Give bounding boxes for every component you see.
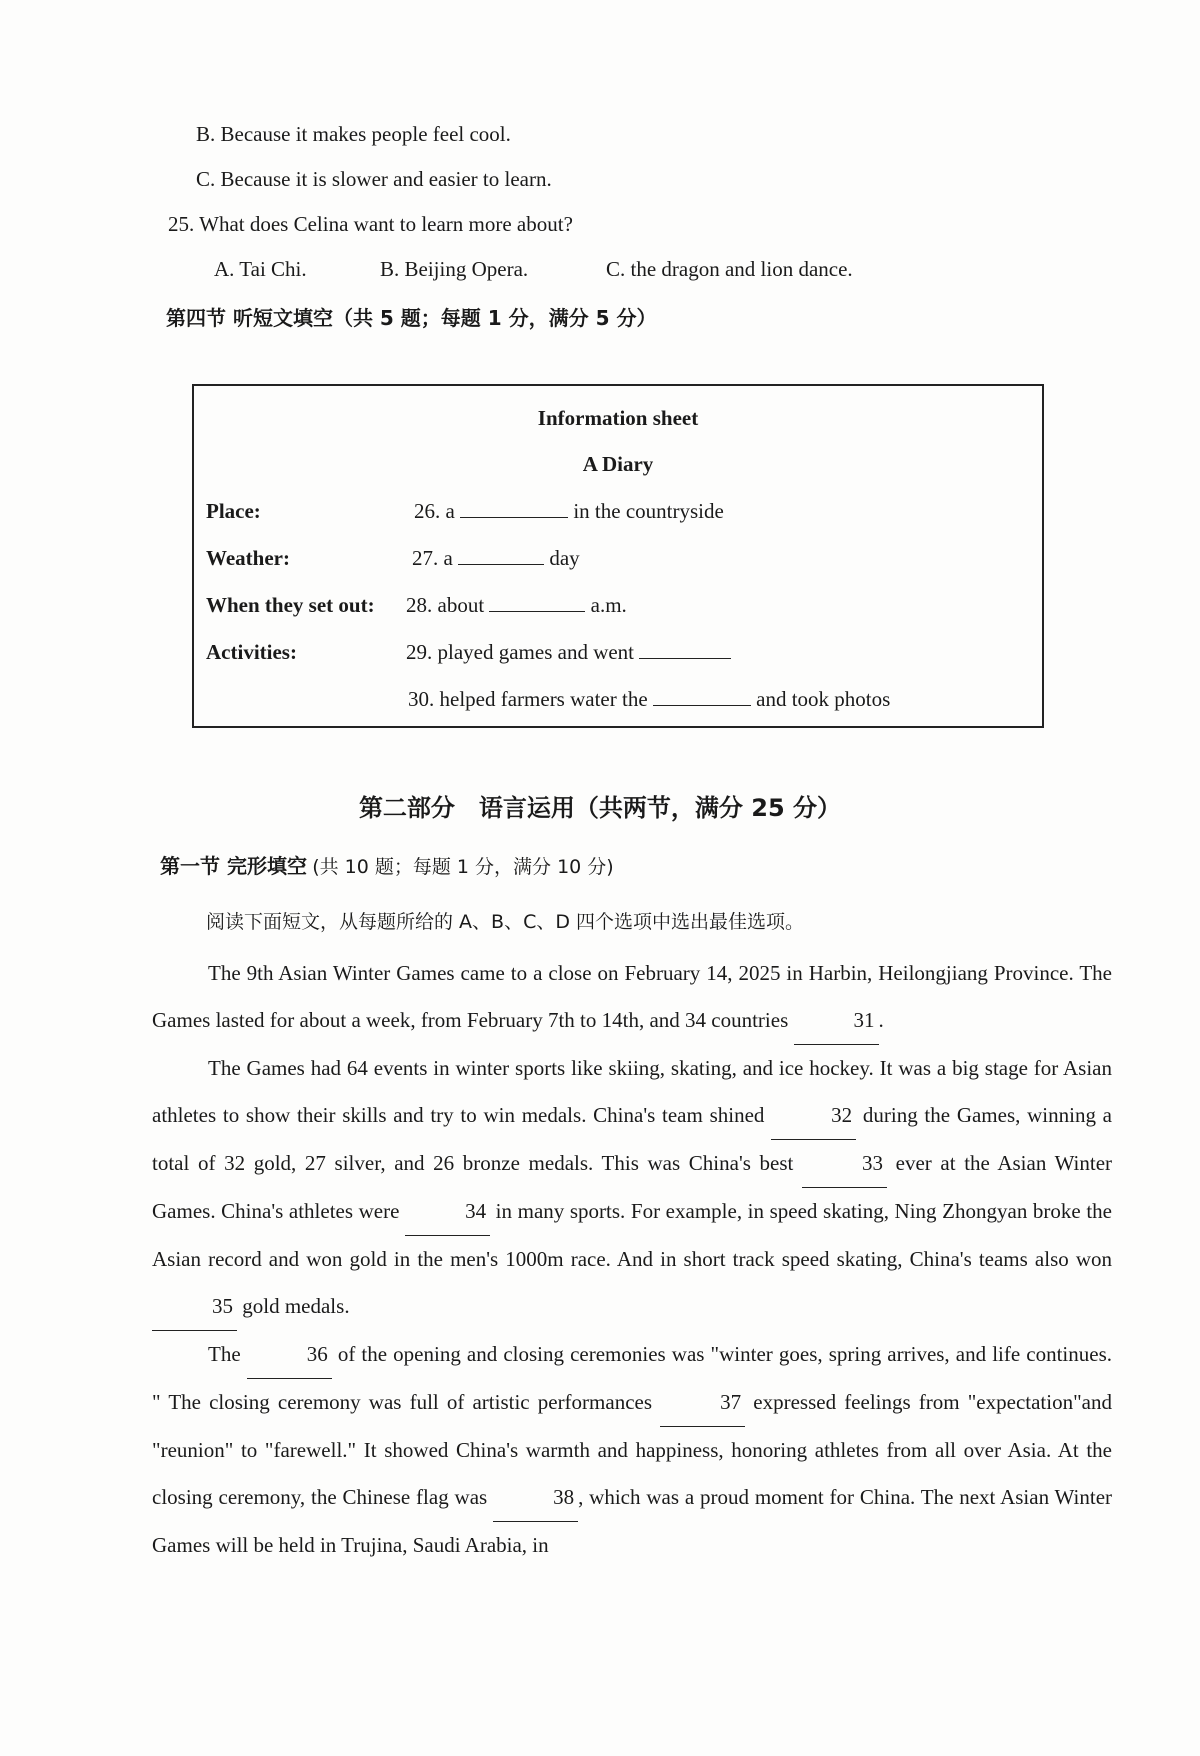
option-25-b: B. Beijing Opera. — [380, 257, 529, 281]
question-25: 25. What does Celina want to learn more about? — [168, 212, 573, 236]
row-label-activities: Activities: — [206, 640, 297, 664]
blank-38[interactable]: 38 — [493, 1474, 578, 1522]
instruction: 阅读下面短文，从每题所给的 A、B、C、D 四个选项中选出最佳选项。 — [206, 911, 805, 933]
section1-heading: 第一节 完形填空 — [160, 854, 307, 878]
blank-28[interactable] — [489, 610, 585, 612]
p3-text-c: expressed feelings from "expectation"and "reunion" to "farewell." It showed China's warmth and happiness, honoring athletes from all over Asia. At the closing ceremony, the Chinese flag was — [152, 1390, 1112, 1509]
section1-note: (共 10 题；每题 1 分，满分 10 分) — [312, 856, 614, 878]
blank-34[interactable]: 34 — [405, 1188, 490, 1236]
option-24-b: B. Because it makes people feel cool. — [196, 122, 511, 146]
row-26 — [414, 499, 724, 524]
p2-text-c: ever at the Asian Winter Games. China's athletes were — [152, 1151, 1113, 1223]
p1-text-b: . — [878, 1008, 884, 1032]
section4-heading: 第四节 听短文填空（共 5 题；每题 1 分，满分 5 分） — [166, 306, 657, 330]
p3-text-b: of the opening and closing ceremonies was "winter goes, spring arrives, and life continues. " The closing ceremony was full of artistic performances — [152, 1342, 1112, 1414]
blank-37[interactable]: 37 — [660, 1379, 745, 1427]
row-label-weather: Weather: — [206, 546, 290, 570]
p3-text-a: The — [208, 1342, 241, 1366]
info-sheet-title: Information sheet — [537, 406, 699, 430]
row-29 — [406, 640, 731, 665]
row-27 — [412, 546, 580, 571]
row-28 — [406, 593, 627, 618]
blank-31[interactable]: 31 — [794, 997, 879, 1045]
row-28-post: a.m. — [590, 593, 627, 617]
p2-text-d: in many sports. For example, in speed skating, Ning Zhongyan broke the Asian record and won gold in the men's 1000m race. And in short track speed skating, China's teams also won — [152, 1199, 1112, 1271]
row-label-place: Place: — [206, 499, 261, 523]
row-27-pre: 27. a — [412, 546, 453, 570]
p2-text-b: during the Games, winning a total of 32 gold, 27 silver, and 26 bronze medals. This was China's best — [152, 1103, 1113, 1175]
blank-29[interactable] — [639, 657, 731, 659]
row-29-pre: 29. played games and went — [406, 640, 635, 664]
row-28-pre: 28. about — [406, 593, 485, 617]
option-24-c: C. Because it is slower and easier to learn. — [196, 167, 552, 191]
part2-title: 第二部分 语言运用（共两节，满分 25 分） — [358, 794, 842, 822]
blank-26[interactable] — [460, 516, 568, 518]
option-25-c: C. the dragon and lion dance. — [606, 257, 853, 281]
row-label-set-out: When they set out: — [206, 593, 375, 617]
row-30-pre: 30. helped farmers water the — [408, 687, 648, 711]
blank-30[interactable] — [653, 704, 751, 706]
paragraph-1 — [152, 950, 1112, 1045]
row-30 — [408, 687, 890, 712]
info-sheet-subtitle: A Diary — [582, 452, 654, 476]
p2-text-a: The Games had 64 events in winter sports like skiing, skating, and ice hockey. It was a big stage for Asian athletes to show their skills and try to win medals. China's team shined — [152, 1056, 1112, 1127]
paragraph-3 — [152, 1331, 1112, 1569]
blank-33[interactable]: 33 — [802, 1140, 887, 1188]
row-26-post: in the countryside — [573, 499, 724, 523]
passage — [152, 950, 1112, 1569]
row-30-post: and took photos — [756, 687, 891, 711]
option-25-a: A. Tai Chi. — [214, 257, 307, 281]
section1-heading-line — [160, 850, 614, 879]
blank-35[interactable]: 35 — [152, 1283, 237, 1331]
paragraph-2 — [152, 1045, 1112, 1331]
blank-36[interactable]: 36 — [247, 1331, 332, 1379]
p1-text-a: The 9th Asian Winter Games came to a close on February 14, 2025 in Harbin, Heilongjiang Province. The Games lasted for about a week, from February 7th to 14th, and 34 countries — [152, 961, 1112, 1032]
information-sheet-box — [192, 384, 1044, 728]
blank-27[interactable] — [458, 563, 544, 565]
blank-32[interactable]: 32 — [771, 1092, 856, 1140]
p2-text-e: gold medals. — [242, 1294, 350, 1318]
row-26-pre: 26. a — [414, 499, 455, 523]
p3-text-d: , which was a proud moment for China. The next Asian Winter Games will be held in Trujina, Saudi Arabia, in — [152, 1485, 1113, 1557]
row-27-post: day — [549, 546, 580, 570]
